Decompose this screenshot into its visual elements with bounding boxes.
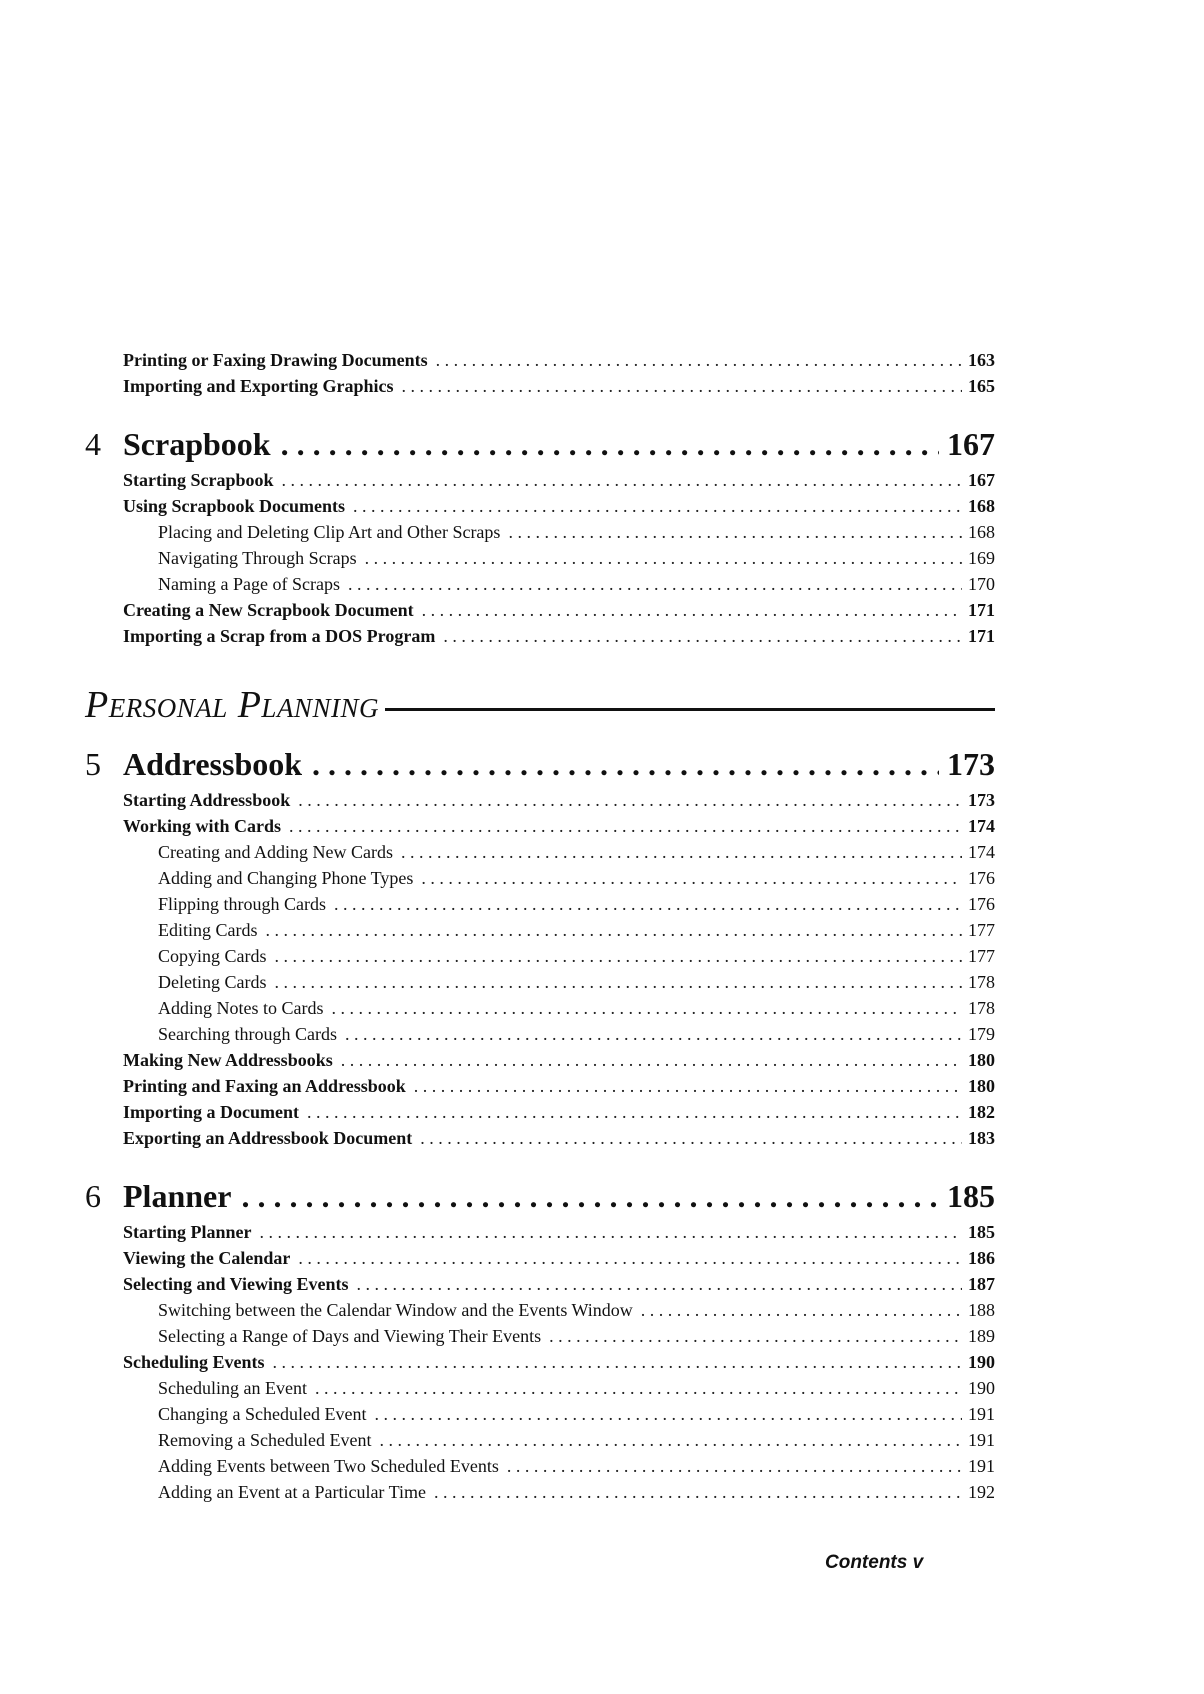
- entry-page-number: 191: [968, 1430, 995, 1450]
- toc-section-entry: [123, 626, 995, 652]
- dot-leader: [298, 1248, 962, 1269]
- dot-leader: [357, 1274, 962, 1295]
- entry-page-number: 188: [968, 1300, 995, 1320]
- entry-title: Selecting and Viewing Events: [123, 1274, 349, 1294]
- entry-title: Creating and Adding New Cards: [158, 842, 393, 862]
- toc-section-entry: [123, 1222, 995, 1248]
- toc-subsection-entry: [158, 842, 995, 868]
- dot-leader: [379, 1430, 962, 1451]
- toc-section-entry: [123, 496, 995, 522]
- entry-page-number: 163: [968, 350, 995, 370]
- entry-page-number: 190: [968, 1378, 995, 1398]
- chapter-heading-addressbook: [85, 746, 995, 790]
- entry-page-number: 178: [968, 998, 995, 1018]
- dot-leader: [414, 1076, 962, 1097]
- dot-leader: [507, 1456, 962, 1477]
- part-heading: [85, 680, 995, 730]
- entry-page-number: 174: [968, 816, 995, 836]
- entry-page-number: 192: [968, 1482, 995, 1502]
- toc-subsection-entry: [158, 972, 995, 998]
- toc-subsection-entry: [158, 1456, 995, 1482]
- entry-page-number: 165: [968, 376, 995, 396]
- toc-subsection-entry: [158, 1482, 995, 1508]
- entry-title: Making New Addressbooks: [123, 1050, 333, 1070]
- toc-section-entry: [123, 816, 995, 842]
- entry-page-number: 169: [968, 548, 995, 568]
- part-title: Personal Planning: [85, 684, 379, 726]
- entry-title: Scheduling Events: [123, 1352, 265, 1372]
- chapter-title: Planner: [123, 1178, 232, 1214]
- toc-subsection-entry: [158, 998, 995, 1024]
- entry-title: Adding Notes to Cards: [158, 998, 324, 1018]
- chapter-page: 173: [947, 746, 995, 782]
- dot-leader: [421, 868, 962, 889]
- entry-title: Importing and Exporting Graphics: [123, 376, 394, 396]
- table-of-contents: [85, 350, 995, 1508]
- entry-title: Starting Scrapbook: [123, 470, 274, 490]
- dot-leader: [241, 1178, 939, 1215]
- toc-section-entry: [123, 1352, 995, 1378]
- toc-section-entry: [123, 1128, 995, 1154]
- toc-subsection-entry: [158, 920, 995, 946]
- entry-title: Starting Planner: [123, 1222, 252, 1242]
- toc-section-entry: [123, 1050, 995, 1076]
- entry-title: Importing a Document: [123, 1102, 299, 1122]
- toc-subsection-entry: [158, 946, 995, 972]
- dot-leader: [307, 1102, 962, 1123]
- toc-subsection-entry: [158, 574, 995, 600]
- entry-page-number: 168: [968, 496, 995, 516]
- dot-leader: [345, 1024, 962, 1045]
- toc-section-entry: [123, 1076, 995, 1102]
- dot-leader: [402, 376, 962, 397]
- toc-subsection-entry: [158, 868, 995, 894]
- toc-section-entry: [123, 1102, 995, 1128]
- entry-page-number: 176: [968, 894, 995, 914]
- dot-leader: [420, 1128, 962, 1149]
- entry-title: Adding and Changing Phone Types: [158, 868, 414, 888]
- toc-section-entry: [123, 376, 995, 402]
- chapter-number: 6: [85, 1178, 101, 1214]
- entry-page-number: 171: [968, 600, 995, 620]
- dot-leader: [334, 894, 962, 915]
- dot-leader: [274, 972, 962, 993]
- entry-page-number: 189: [968, 1326, 995, 1346]
- part-rule: [385, 708, 995, 711]
- entry-page-number: 173: [968, 790, 995, 810]
- dot-leader: [348, 574, 962, 595]
- chapter-entries-addressbook: [85, 790, 995, 1154]
- chapter-title: Scrapbook: [123, 426, 271, 462]
- dot-leader: [275, 946, 962, 967]
- toc-section-entry: [123, 470, 995, 496]
- entry-title: Working with Cards: [123, 816, 282, 836]
- entry-page-number: 177: [968, 946, 995, 966]
- entry-page-number: 191: [968, 1456, 995, 1476]
- entry-title: Naming a Page of Scraps: [158, 574, 340, 594]
- dot-leader: [374, 1404, 962, 1425]
- entry-page-number: 171: [968, 626, 995, 646]
- intro-entries: [85, 350, 995, 402]
- entry-page-number: 177: [968, 920, 995, 940]
- entry-title: Deleting Cards: [158, 972, 267, 992]
- toc-subsection-entry: [158, 1404, 995, 1430]
- entry-title: Selecting a Range of Days and Viewing Their Events: [158, 1326, 542, 1346]
- entry-page-number: 186: [968, 1248, 995, 1268]
- dot-leader: [434, 1482, 962, 1503]
- dot-leader: [260, 1222, 963, 1243]
- toc-subsection-entry: [158, 1300, 995, 1326]
- entry-title: Viewing the Calendar: [123, 1248, 291, 1268]
- dot-leader: [281, 426, 939, 463]
- entry-title: Importing a Scrap from a DOS Program: [123, 626, 436, 646]
- entry-page-number: 190: [968, 1352, 995, 1372]
- entry-page-number: 180: [968, 1076, 995, 1096]
- entry-page-number: 187: [968, 1274, 995, 1294]
- dot-leader: [315, 1378, 962, 1399]
- entry-title: Adding an Event at a Particular Time: [158, 1482, 426, 1502]
- entry-page-number: 168: [968, 522, 995, 542]
- entry-title: Printing or Faxing Drawing Documents: [123, 350, 428, 370]
- chapter-entries-planner: [85, 1222, 995, 1508]
- entry-page-number: 170: [968, 574, 995, 594]
- entry-page-number: 176: [968, 868, 995, 888]
- entry-title: Printing and Faxing an Addressbook: [123, 1076, 406, 1096]
- chapter-heading-planner: [85, 1178, 995, 1222]
- chapter-heading-scrapbook: [85, 426, 995, 470]
- dot-leader: [289, 816, 962, 837]
- entry-title: Adding Events between Two Scheduled Events: [158, 1456, 499, 1476]
- dot-leader: [401, 842, 962, 863]
- entry-page-number: 182: [968, 1102, 995, 1122]
- dot-leader: [341, 1050, 962, 1071]
- entry-page-number: 180: [968, 1050, 995, 1070]
- dot-leader: [273, 1352, 962, 1373]
- entry-title: Starting Addressbook: [123, 790, 291, 810]
- toc-subsection-entry: [158, 1378, 995, 1404]
- toc-subsection-entry: [158, 548, 995, 574]
- toc-section-entry: [123, 1274, 995, 1300]
- toc-section-entry: [123, 1248, 995, 1274]
- entry-title: Removing a Scheduled Event: [158, 1430, 372, 1450]
- dot-leader: [508, 522, 962, 543]
- entry-page-number: 179: [968, 1024, 995, 1044]
- entry-title: Scheduling an Event: [158, 1378, 307, 1398]
- entry-title: Switching between the Calendar Window and the Events Window: [158, 1300, 633, 1320]
- entry-title: Navigating Through Scraps: [158, 548, 357, 568]
- entry-page-number: 183: [968, 1128, 995, 1148]
- entry-title: Changing a Scheduled Event: [158, 1404, 367, 1424]
- dot-leader: [365, 548, 962, 569]
- dot-leader: [422, 600, 962, 621]
- dot-leader: [436, 350, 962, 371]
- dot-leader: [282, 470, 962, 491]
- chapter-page: 167: [947, 426, 995, 462]
- entry-page-number: 178: [968, 972, 995, 992]
- entry-title: Exporting an Addressbook Document: [123, 1128, 413, 1148]
- chapter-entries-scrapbook: [85, 470, 995, 652]
- dot-leader: [549, 1326, 962, 1347]
- entry-page-number: 191: [968, 1404, 995, 1424]
- dot-leader: [332, 998, 963, 1019]
- entry-title: Flipping through Cards: [158, 894, 327, 914]
- toc-section-entry: [123, 600, 995, 626]
- chapter-title: Addressbook: [123, 746, 303, 782]
- toc-subsection-entry: [158, 1024, 995, 1050]
- toc-subsection-entry: [158, 1430, 995, 1456]
- entry-page-number: 167: [968, 470, 995, 490]
- entry-title: Using Scrapbook Documents: [123, 496, 346, 516]
- toc-section-entry: [123, 790, 995, 816]
- dot-leader: [641, 1300, 962, 1321]
- entry-title: Editing Cards: [158, 920, 258, 940]
- dot-leader: [266, 920, 963, 941]
- entry-title: Placing and Deleting Clip Art and Other Scraps: [158, 522, 501, 542]
- chapter-number: 4: [85, 426, 101, 462]
- toc-subsection-entry: [158, 894, 995, 920]
- dot-leader: [353, 496, 962, 517]
- toc-section-entry: [123, 350, 995, 376]
- dot-leader: [443, 626, 962, 647]
- page-footer: Contents v: [825, 1552, 924, 1573]
- dot-leader: [298, 790, 962, 811]
- chapter-page: 185: [947, 1178, 995, 1214]
- entry-title: Searching through Cards: [158, 1024, 337, 1044]
- entry-page-number: 185: [968, 1222, 995, 1242]
- toc-subsection-entry: [158, 522, 995, 548]
- chapter-number: 5: [85, 746, 101, 782]
- entry-title: Copying Cards: [158, 946, 267, 966]
- entry-title: Creating a New Scrapbook Document: [123, 600, 414, 620]
- dot-leader: [312, 746, 939, 783]
- toc-subsection-entry: [158, 1326, 995, 1352]
- entry-page-number: 174: [968, 842, 995, 862]
